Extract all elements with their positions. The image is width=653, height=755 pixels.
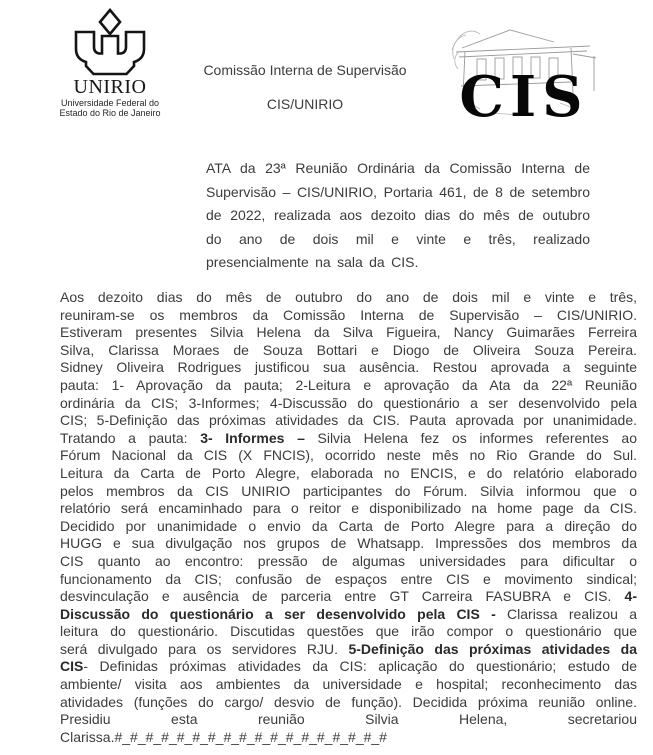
- body-segment-2: Silvia Helena fez os informes referentes ao Fórum Nacional da CIS (X FNCIS), ocorrido neste mês no Rio Grande do Sul. Leitura da Carta de Porto Alegre, elaborada no ENCIS, e do relatório elaborado pelos membros da CIS UNIRIO participantes do Fórum. Silvia informou que o relatório será encaminhado para o reitor e disponibilizado na home page da CIS. Decidido por unanimidade o envio da Carta de Porto Alegre para a direção do HUGG e sua divulgação nos grupos de Whatsapp. Impressões dos membros da CIS quanto ao encontro: pressão de algumas universidades para dificultar o funcionamento da CIS; confusão de espaços entre CIS e movimento sindical; desvinculação e ausência de parceria entre GT Carreira FASUBRA e CIS.: [60, 429, 637, 605]
- body-segment-informes-heading: 3- Informes –: [200, 429, 318, 446]
- body-segment-3: Clarissa realizou a leitura do questionário. Discutidas questões que irão compor o questionário que será divulgado para os servidores RJU.: [60, 605, 637, 657]
- body-segment-4: - Definidas próximas atividades da CIS: aplicação do questionário; estudo de ambiente/ visita aos ambientes da universidade e hospital; reconhecimento das atividades (funções do cargo/ desvio de função). Decidida próxima reunião online. Presidiu esta reunião Silvia Helena, secretariou Clarissa.#_#_#_#_#_#_#_#_#_#_#_#_#_#_#_#_#_#: [60, 658, 637, 745]
- body-segment-definicao-heading: 5-Definição das próximas atividades da CIS: [60, 640, 637, 675]
- unirio-logo: [54, 8, 166, 118]
- unirio-emblem-icon: [69, 8, 151, 76]
- cis-logo: [450, 23, 598, 125]
- unirio-wordmark: UNIRIO: [73, 76, 147, 98]
- minutes-body: [60, 289, 637, 746]
- committee-title: Comissão Interna de Supervisão: [203, 62, 407, 78]
- body-segment-discussao-heading: 4- Discussão do questionário a ser desenvolvido pela CIS -: [60, 588, 637, 622]
- cis-logo-text: CIS: [459, 64, 589, 125]
- ata-heading: ATA da 23ª Reunião Ordinária da Comissão Interna de Supervisão – CIS/UNIRIO, Portaria 461, de 8 de setembro de 2022, realizada aos dezoito dias do mês de outubro do ano de dois mil e vinte e três, realizado presencialmente na sala da CIS.: [206, 160, 590, 270]
- committee-subtitle: CIS/UNIRIO: [266, 96, 344, 112]
- header-titles: [178, 62, 432, 112]
- unirio-subline-2: Estado do Rio de Janeiro: [59, 108, 161, 118]
- unirio-subline-1: Universidade Federal do: [60, 98, 160, 108]
- body-segment-1: Aos dezoito dias do mês de outubro do ano de dois mil e vinte e três, reuniram-se os membros da Comissão Interna de Supervisão – CIS/UNIRIO. Estiveram presentes Silvia Helena da Silva Figueira, Nancy Guimarães Ferreira Silva, Clarissa Moraes de Souza Bottari e Diogo de Oliveira Souza Pereira. Sidney Oliveira Rodrigues justificou sua ausência. Restou aprovada a seguinte pauta: 1- Aprovação da pauta; 2-Leitura e aprovação da Ata da 22ª Reunião ordinária da CIS; 3-Informes; 4-Discussão do questionário a ser desenvolvido pela CIS; 5-Definição das próximas atividades da CIS. Pauta aprovada por unanimidade. Tratando a pauta:: [60, 289, 637, 446]
